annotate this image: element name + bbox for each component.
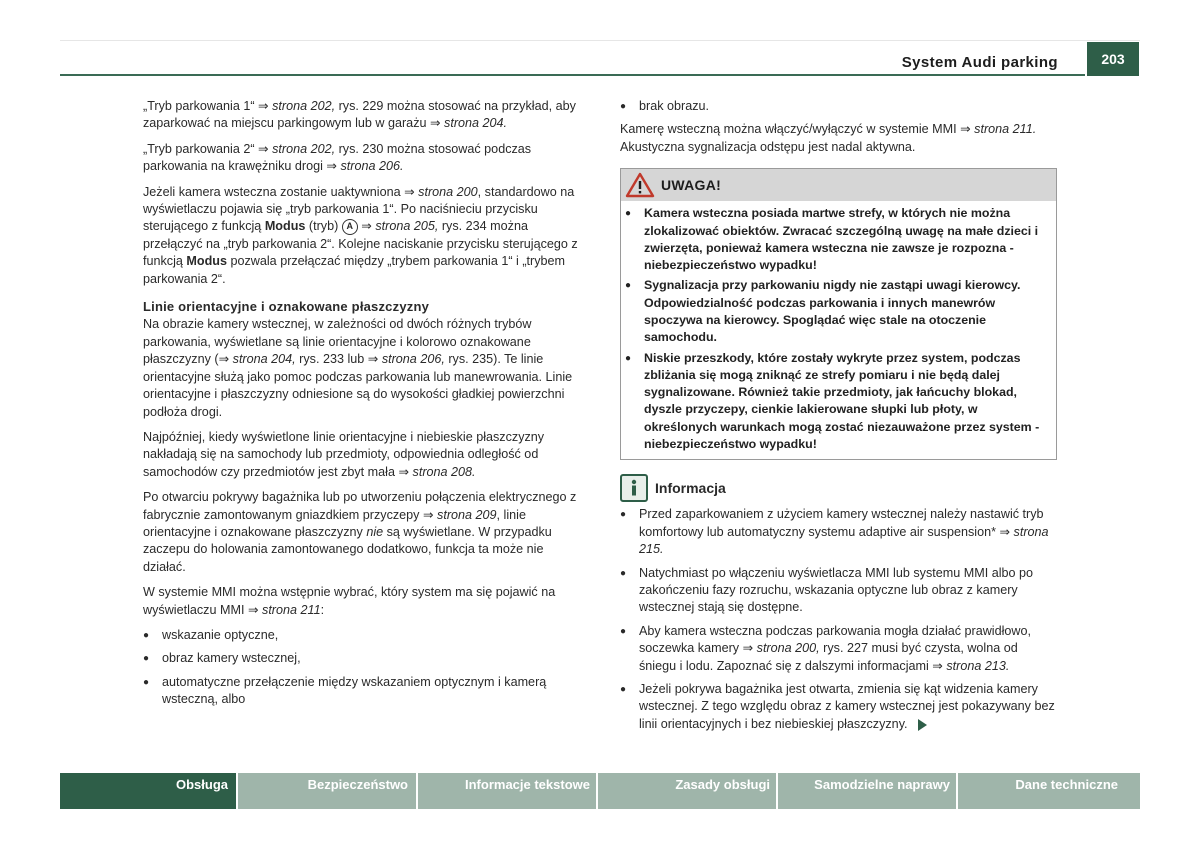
warning-item — [625, 350, 1052, 454]
warning-triangle-icon — [625, 172, 655, 198]
emphasis-nie: nie — [366, 524, 384, 539]
paragraph — [143, 584, 585, 619]
paragraph — [620, 121, 1057, 156]
bullet-icon: ● — [143, 653, 150, 665]
emphasis-modus: Modus — [186, 254, 227, 269]
bullet-icon: ● — [620, 625, 627, 637]
paragraph — [143, 316, 585, 420]
info-item-text — [639, 506, 1057, 558]
list-item — [620, 98, 1057, 115]
warning-header — [621, 169, 1056, 201]
paragraph — [143, 98, 585, 133]
warning-item-text: Sygnalizacja przy parkowaniu nigdy nie zastąpi uwagi kierowcy. Odpowiedzialność podczas parkowania i innych manewrów spoczywa na kierowcy. Spoglądać więc stale na otoczenie samochodu. — [644, 278, 1021, 345]
bullet-icon: ● — [620, 101, 627, 112]
section-nav — [60, 773, 1140, 809]
list-item-text: automatyczne przełączenie między wskazaniem optycznym i kamerą wsteczną, albo — [162, 674, 547, 707]
list-item — [143, 650, 585, 667]
info-icon — [620, 474, 648, 502]
text: Jeżeli kamera wsteczna zostanie uaktywniona ⇒ — [143, 184, 419, 199]
bullet-icon: ● — [625, 280, 632, 292]
info-item-text — [639, 681, 1057, 733]
page-ref-link[interactable]: strona 204. — [444, 116, 508, 131]
info-item — [620, 506, 1057, 558]
left-column — [143, 98, 585, 715]
bullet-icon: ● — [143, 629, 150, 641]
page-ref-link[interactable]: strona 213. — [946, 658, 1010, 673]
page-ref-link[interactable]: strona 211. — [974, 122, 1037, 137]
info-item — [620, 681, 1057, 733]
text: rys. 229 można stosować na przykład, aby zaparkować na miejscu parkingowym lub w garażu ⇒ — [143, 99, 576, 131]
nav-tab-samodzielne-naprawy[interactable]: Samodzielne naprawy — [778, 773, 956, 809]
text: rys. 227 musi być czysta, wolna od śniegu i lodu. Zapoznać się z dalszymi informacjami ⇒ — [639, 641, 1018, 673]
text: Jeżeli pokrywa bagażnika jest otwarta, zmienia się kąt widzenia kamery wstecznej. Z tego względu obraz z kamery wstecznej jest pokazywany bez linii orientacyjnych i bez niebieskiej płaszczyzny. — [639, 682, 1055, 731]
nav-tab-zasady-obslugi[interactable]: Zasady obsługi — [598, 773, 776, 809]
text: rys. 230 można stosować podczas parkowania na krawężniku drogi ⇒ — [143, 141, 532, 174]
header-top-rule — [60, 40, 1140, 41]
text: (tryb) — [305, 219, 342, 234]
text: Najpóźniej, kiedy wyświetlone linie orientacyjne i niebieskie płaszczyzny nakładają się na samochody lub przedmioty, odpowiednia odległość od samochodów czy przedmiotów jest zbyt mała ⇒ — [143, 429, 545, 479]
info-item — [620, 565, 1057, 617]
bullet-icon: ● — [625, 352, 632, 364]
warning-item — [625, 277, 1052, 346]
list-item-text: obraz kamery wstecznej, — [162, 651, 301, 666]
nav-tab-informacje-tekstowe[interactable]: Informacje tekstowe — [418, 773, 596, 809]
text: „Tryb parkowania 1“ ⇒ — [143, 99, 273, 113]
button-a-icon: A — [342, 219, 358, 235]
list-item-text: brak obrazu. — [639, 99, 710, 113]
page-ref-link[interactable]: strona 206. — [340, 159, 404, 174]
text: Akustyczna sygnalizacja odstępu jest nadal aktywna. — [620, 139, 916, 154]
text: Przed zaparkowaniem z użyciem kamery wstecznej należy nastawić tryb komfortowy lub automatyczny systemu adaptive air suspension* ⇒ — [639, 507, 1044, 539]
page-ref-link[interactable]: strona 202, — [272, 141, 336, 156]
paragraph — [143, 141, 585, 176]
warning-box — [620, 168, 1057, 460]
paragraph — [143, 489, 585, 576]
list-item — [143, 627, 585, 644]
page-ref-link[interactable]: strona 205, — [375, 219, 439, 234]
paragraph — [143, 184, 585, 288]
text: Kamerę wsteczną można włączyć/wyłączyć w systemie MMI ⇒ — [620, 122, 975, 137]
text: Na obrazie kamery wstecznej, w zależności od dwóch różnych trybów parkowania, wyświetlane są linie orientacyjne i kolorowo oznakowane płaszczyzny (⇒ — [143, 317, 532, 367]
page-ref-link[interactable]: strona 211 — [262, 602, 321, 617]
emphasis-modus: Modus — [264, 219, 306, 234]
text: : — [320, 602, 325, 617]
text: W systemie MMI można wstępnie wybrać, który system ma się pojawić na wyświetlaczu MMI ⇒ — [143, 585, 556, 617]
section-subheading: Linie orientacyjne i oznakowane płaszczyzny — [143, 299, 430, 315]
continue-arrow-icon[interactable] — [918, 719, 927, 731]
info-title: Informacja — [655, 479, 726, 496]
warning-item — [625, 205, 1052, 274]
warning-body — [621, 201, 1056, 459]
text: Po otwarciu pokrywy bagażnika lub po utworzeniu połączenia elektrycznego z fabrycznie zamontowanym gniazdkiem przyczepy ⇒ — [143, 490, 577, 522]
nav-tab-dane-techniczne[interactable]: Dane techniczne — [958, 773, 1140, 809]
nav-tab-obsluga[interactable]: Obsługa — [60, 773, 236, 809]
text: Aby kamera wsteczna podczas parkowania mogła działać prawidłowo, soczewka kamery ⇒ — [639, 623, 1031, 656]
paragraph — [143, 429, 585, 481]
text: , standardowo na wyświetlaczu pojawia się „tryb parkowania 1“. Po naciśnieciu przycisku sterującego z funkcją — [143, 184, 575, 234]
info-item-text — [639, 623, 1057, 675]
bullet-icon: ● — [625, 208, 632, 220]
bullet-icon: ● — [143, 676, 150, 688]
text: ⇒ — [357, 219, 376, 234]
page-ref-link[interactable]: strona 202, — [272, 99, 336, 113]
page-title: System Audi parking — [901, 54, 1058, 71]
page-number: 203 — [1087, 42, 1139, 76]
text: rys. 233 lub ⇒ — [295, 352, 382, 367]
bullet-icon: ● — [620, 509, 627, 521]
info-item — [620, 623, 1057, 675]
info-header — [620, 474, 1057, 502]
text: , linie orientacyjne i oznakowane płaszczyzny — [143, 507, 526, 539]
page-ref-link[interactable]: strona 208. — [412, 464, 476, 479]
warning-item-text: Kamera wsteczna posiada martwe strefy, w których nie można zlokalizować obiektów. Zwracać szczególną uwagę na małe dzieci i zwierzęta, ponieważ kamera wsteczna nie zawsze je rozpozna - niebezpieczeństwo wypadku! — [644, 206, 1039, 273]
page-ref-link[interactable]: strona 200 — [418, 184, 478, 199]
list-item-text: wskazanie optyczne, — [162, 627, 279, 642]
text: rys. 234 można przełączyć na „tryb parkowania 2“. Kolejne naciskanie przycisku sterującego z funkcją — [143, 219, 578, 269]
page-ref-link[interactable]: strona 200, — [756, 641, 820, 656]
page-ref-link[interactable]: strona 204, — [232, 352, 296, 367]
warning-title: UWAGA! — [661, 176, 722, 193]
text: są wyświetlane. W przypadku zaczepu do holowania zamontowanego dodatkowo, funkcja ta może nie działać. — [143, 524, 552, 574]
nav-tab-bezpieczenstwo[interactable]: Bezpieczeństwo — [238, 773, 416, 809]
bullet-icon: ● — [620, 684, 627, 696]
text: rys. 235). Te linie orientacyjne służą jako pomoc podczas parkowania lub manewrowania. Linie orientacyjne i płaszczyzny odniesione są do wysokości gładkiej powierzchni podłoża drogi. — [143, 352, 573, 419]
page-ref-link[interactable]: strona 209 — [437, 507, 497, 522]
right-column — [620, 98, 1057, 739]
text: pozwala przełączać między „trybem parkowania 1“ i „trybem parkowania 2“. — [143, 254, 566, 286]
warning-item-text: Niskie przeszkody, które zostały wykryte przez system, podczas zbliżania się mogą zniknąć ze strefy pomiaru i nie będą dalej sygnalizowane. Również takie przedmioty, jak łańcuchy blokad, dyszle przyczepy, cienkie lakierowane słupki lub płoty, w określonych warunkach mogą zostać niezauważone przez system - niebezpieczeństwo wypadku! — [644, 350, 1040, 452]
bullet-icon: ● — [620, 567, 627, 579]
text: „Tryb parkowania 2“ ⇒ — [143, 141, 273, 156]
header-rule — [60, 74, 1085, 76]
page-ref-link[interactable]: strona 206, — [381, 352, 445, 367]
list-item — [143, 674, 585, 709]
page-ref-link[interactable]: strona 215. — [639, 524, 1049, 557]
info-item-text: Natychmiast po włączeniu wyświetlacza MMI lub systemu MMI albo po zakończeniu fazy rozruchu, wskazania optyczne lub obraz z kamery wstecznej stają się dostępne. — [639, 565, 1034, 615]
